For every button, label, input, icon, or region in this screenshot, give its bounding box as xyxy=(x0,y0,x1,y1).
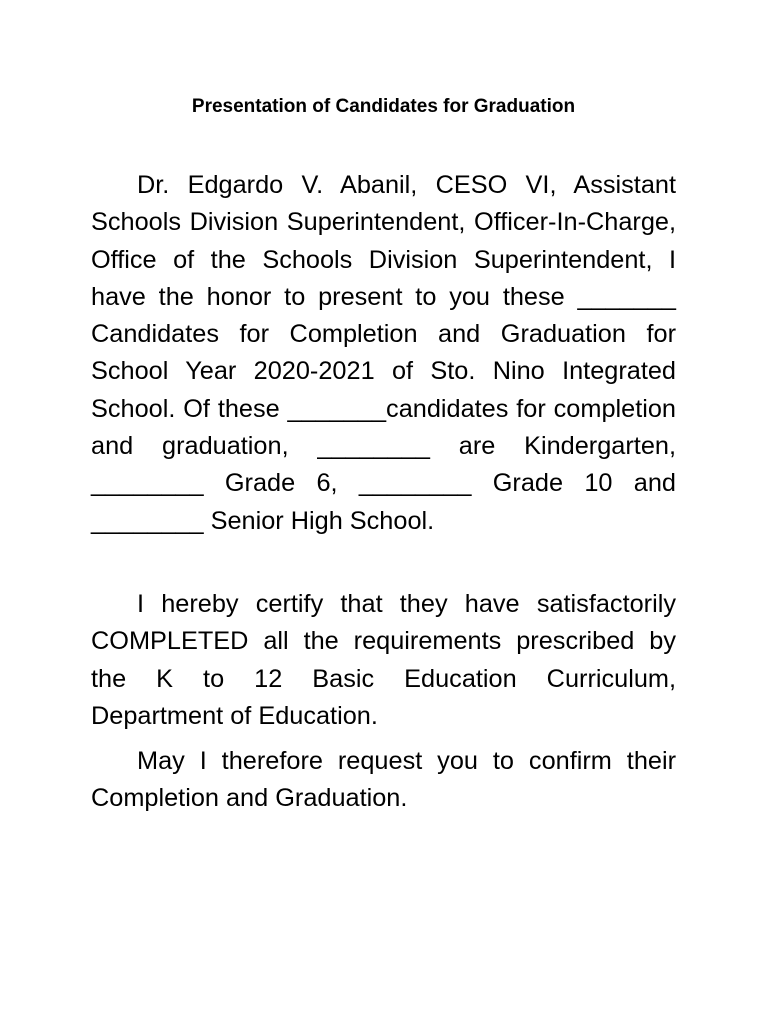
certification-paragraph: I hereby certify that they have satisfactorily COMPLETED all the requirements prescribed by the K to 12 Basic Education Curriculum, Department of Education. xyxy=(91,589,676,730)
document-title: Presentation of Candidates for Graduation xyxy=(191,96,576,117)
presentation-paragraph: Dr. Edgardo V. Abanil, CESO VI, Assistant Schools Division Superintendent, Officer-In-Charge, Office of the Schools Division Superintendent, I have the honor to present to you these _______ Candidates for Completion and Graduation for School Year 2020-2021 of Sto. Nino Integrated School. Of these _______candidates for completion and graduation, ________ are Kindergarten, ________ Grade 6, ________ Grade 10 and ________ Senior High School. xyxy=(91,171,676,535)
request-paragraph: May I therefore request you to confirm their Completion and Graduation. xyxy=(91,747,676,813)
